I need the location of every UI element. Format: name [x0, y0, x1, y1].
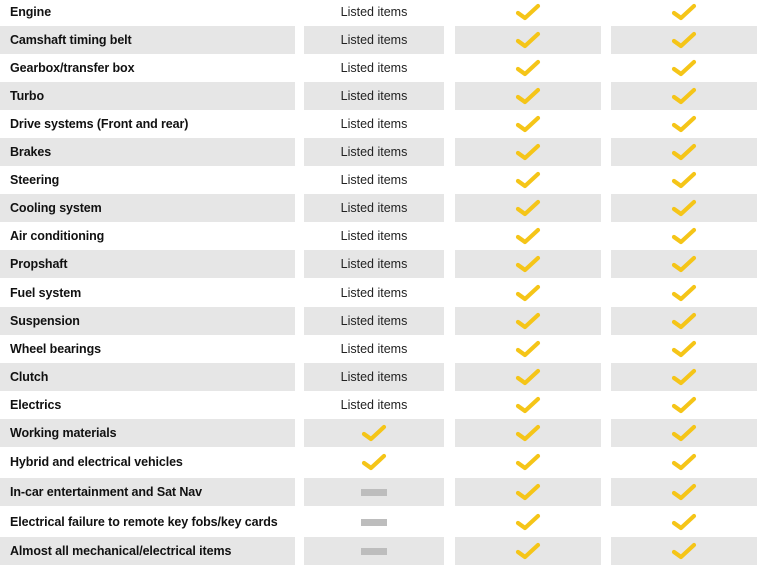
coverage-cell: [611, 194, 757, 222]
coverage-cell: [455, 110, 601, 138]
coverage-cell: [611, 222, 757, 250]
tick-icon: [671, 339, 697, 359]
coverage-cell: [304, 537, 444, 565]
row-label: Cooling system: [0, 194, 295, 222]
coverage-cell: [611, 363, 757, 391]
coverage-cell: [611, 250, 757, 278]
table-row: [0, 222, 759, 250]
table-row: [0, 138, 759, 166]
tick-icon: [671, 58, 697, 78]
coverage-cell: [304, 448, 444, 476]
tick-icon: [671, 482, 697, 502]
tick-icon: [671, 367, 697, 387]
coverage-cell: [611, 478, 757, 506]
row-label: Propshaft: [0, 250, 295, 278]
tick-icon: [515, 58, 541, 78]
coverage-cell: [455, 82, 601, 110]
coverage-cell: [611, 26, 757, 54]
listed-items-text: Listed items: [340, 229, 408, 243]
row-label: Wheel bearings: [10, 342, 101, 356]
coverage-cell: [611, 419, 757, 447]
coverage-cell: [304, 508, 444, 536]
tick-icon: [671, 395, 697, 415]
tick-icon: [671, 512, 697, 532]
coverage-cell: [455, 537, 601, 565]
tick-icon: [515, 254, 541, 274]
coverage-cell: [455, 419, 601, 447]
coverage-cell: [611, 0, 757, 26]
row-label: Air conditioning: [10, 229, 105, 243]
tick-icon: [515, 452, 541, 472]
coverage-cell: [611, 508, 757, 536]
row-label: Brakes: [0, 138, 295, 166]
coverage-cell: [611, 537, 757, 565]
tick-icon: [515, 2, 541, 22]
coverage-cell: [611, 54, 757, 82]
table-row: [0, 250, 759, 278]
table-row: [0, 448, 759, 476]
row-label: Clutch: [0, 363, 295, 391]
coverage-cell: [455, 194, 601, 222]
tick-icon: [671, 2, 697, 22]
listed-items-text: Listed items: [304, 138, 444, 166]
table-row: [0, 391, 759, 419]
coverage-cell: [455, 335, 601, 363]
coverage-cell: [611, 448, 757, 476]
table-row: [0, 307, 759, 335]
coverage-cell: [455, 54, 601, 82]
row-label: Camshaft timing belt: [0, 26, 295, 54]
row-label: Turbo: [0, 82, 295, 110]
table-row: [0, 54, 759, 82]
listed-items-text: Listed items: [340, 398, 408, 412]
tick-icon: [515, 226, 541, 246]
row-label: Electrics: [10, 398, 62, 412]
listed-items-text: Listed items: [304, 26, 444, 54]
row-label: Fuel system: [10, 286, 82, 300]
row-label: Electrical failure to remote key fobs/key cards: [10, 515, 278, 529]
row-label: Almost all mechanical/electrical items: [0, 537, 295, 565]
coverage-cell: [611, 335, 757, 363]
tick-icon: [515, 142, 541, 162]
row-label: Steering: [10, 173, 60, 187]
listed-items-text: Listed items: [340, 61, 408, 75]
listed-items-text: Listed items: [304, 307, 444, 335]
tick-icon: [671, 254, 697, 274]
tick-icon: [515, 170, 541, 190]
table-row: [0, 363, 759, 391]
table-row: [0, 194, 759, 222]
tick-icon: [515, 482, 541, 502]
listed-items-text: Listed items: [340, 173, 408, 187]
coverage-cell: [611, 279, 757, 307]
tick-icon: [671, 311, 697, 331]
coverage-cell: [455, 448, 601, 476]
row-label: Suspension: [0, 307, 295, 335]
row-label: Gearbox/transfer box: [10, 61, 135, 75]
dash-icon: [361, 548, 387, 555]
listed-items-text: Listed items: [304, 82, 444, 110]
tick-icon: [515, 423, 541, 443]
tick-icon: [515, 283, 541, 303]
table-row: [0, 82, 759, 110]
table-row: [0, 279, 759, 307]
coverage-cell: [455, 279, 601, 307]
table-row: [0, 419, 759, 447]
listed-items-text: Listed items: [340, 117, 408, 131]
tick-icon: [671, 541, 697, 561]
coverage-cell: [455, 166, 601, 194]
coverage-cell: [611, 391, 757, 419]
tick-icon: [515, 512, 541, 532]
coverage-cell: [611, 138, 757, 166]
coverage-cell: [455, 478, 601, 506]
tick-icon: [671, 423, 697, 443]
tick-icon: [671, 198, 697, 218]
table-row: [0, 478, 759, 506]
coverage-cell: [611, 166, 757, 194]
tick-icon: [671, 86, 697, 106]
tick-icon: [361, 423, 387, 443]
tick-icon: [671, 283, 697, 303]
listed-items-text: Listed items: [340, 342, 408, 356]
coverage-cell: [455, 26, 601, 54]
table-row: [0, 537, 759, 565]
row-label: Hybrid and electrical vehicles: [10, 455, 183, 469]
tick-icon: [515, 541, 541, 561]
coverage-cell: [455, 222, 601, 250]
table-row: [0, 110, 759, 138]
listed-items-text: Listed items: [304, 194, 444, 222]
listed-items-text: Listed items: [304, 250, 444, 278]
table-row: [0, 26, 759, 54]
coverage-cell: [455, 250, 601, 278]
listed-items-text: Listed items: [340, 286, 408, 300]
tick-icon: [515, 86, 541, 106]
dash-icon: [361, 489, 387, 496]
tick-icon: [515, 198, 541, 218]
tick-icon: [515, 114, 541, 134]
row-label: Working materials: [0, 419, 295, 447]
tick-icon: [671, 170, 697, 190]
table-row: [0, 508, 759, 536]
tick-icon: [515, 395, 541, 415]
coverage-cell: [304, 419, 444, 447]
tick-icon: [671, 30, 697, 50]
coverage-cell: [455, 307, 601, 335]
coverage-cell: [611, 82, 757, 110]
coverage-cell: [611, 307, 757, 335]
row-label: In-car entertainment and Sat Nav: [0, 478, 295, 506]
tick-icon: [515, 367, 541, 387]
tick-icon: [671, 226, 697, 246]
tick-icon: [671, 142, 697, 162]
coverage-cell: [455, 391, 601, 419]
coverage-cell: [455, 508, 601, 536]
tick-icon: [671, 452, 697, 472]
tick-icon: [671, 114, 697, 134]
listed-items-text: Listed items: [304, 363, 444, 391]
coverage-cell: [611, 110, 757, 138]
coverage-cell: [304, 478, 444, 506]
coverage-cell: [455, 0, 601, 26]
table-row: [0, 335, 759, 363]
row-label: Engine: [10, 5, 52, 19]
table-row: [0, 166, 759, 194]
tick-icon: [361, 452, 387, 472]
tick-icon: [515, 339, 541, 359]
dash-icon: [361, 519, 387, 526]
listed-items-text: Listed items: [340, 5, 408, 19]
row-label: Drive systems (Front and rear): [10, 117, 189, 131]
coverage-cell: [455, 363, 601, 391]
tick-icon: [515, 311, 541, 331]
coverage-cell: [455, 138, 601, 166]
table-row: [0, 0, 759, 26]
tick-icon: [515, 30, 541, 50]
